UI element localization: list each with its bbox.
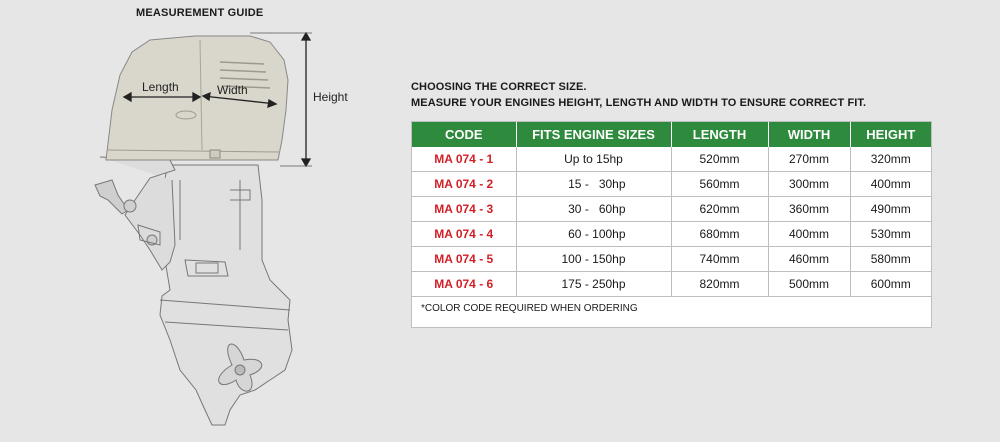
- size-table: [411, 121, 932, 328]
- cell-width: 500mm: [768, 272, 850, 297]
- header-height: HEIGHT: [850, 122, 931, 147]
- header-width: WIDTH: [768, 122, 850, 147]
- cell-width: 460mm: [768, 247, 850, 272]
- cell-code: MA 074 - 6: [412, 272, 516, 297]
- width-label: Width: [217, 83, 248, 97]
- cell-fits: 30 - 60hp: [516, 197, 671, 222]
- length-label: Length: [142, 80, 179, 94]
- table-row: [412, 222, 931, 247]
- cell-length: 620mm: [671, 197, 768, 222]
- color-code-note: *COLOR CODE REQUIRED WHEN ORDERING: [421, 303, 638, 314]
- cell-width: 270mm: [768, 147, 850, 172]
- cell-length: 680mm: [671, 222, 768, 247]
- cell-width: 400mm: [768, 222, 850, 247]
- cell-fits: 175 - 250hp: [516, 272, 671, 297]
- cell-height: 530mm: [850, 222, 931, 247]
- height-label: Height: [313, 90, 348, 104]
- cell-height: 320mm: [850, 147, 931, 172]
- table-row: [412, 247, 931, 272]
- measurement-guide-title: MEASUREMENT GUIDE: [136, 7, 264, 19]
- cell-length: 820mm: [671, 272, 768, 297]
- cell-length: 740mm: [671, 247, 768, 272]
- cell-height: 600mm: [850, 272, 931, 297]
- cell-fits: 60 - 100hp: [516, 222, 671, 247]
- table-row: [412, 147, 931, 172]
- cell-length: 560mm: [671, 172, 768, 197]
- table-row: [412, 172, 931, 197]
- heading-line-2: MEASURE YOUR ENGINES HEIGHT, LENGTH AND WIDTH TO ENSURE CORRECT FIT.: [411, 97, 867, 109]
- size-heading: [411, 79, 866, 111]
- heading-line-1: CHOOSING THE CORRECT SIZE.: [411, 81, 587, 93]
- header-code: CODE: [412, 122, 516, 147]
- cell-width: 300mm: [768, 172, 850, 197]
- cell-code: MA 074 - 2: [412, 172, 516, 197]
- cell-width: 360mm: [768, 197, 850, 222]
- cell-code: MA 074 - 4: [412, 222, 516, 247]
- header-fits: FITS ENGINE SIZES: [516, 122, 671, 147]
- cell-height: 490mm: [850, 197, 931, 222]
- cell-code: MA 074 - 5: [412, 247, 516, 272]
- cell-length: 520mm: [671, 147, 768, 172]
- table-row: [412, 272, 931, 297]
- header-length: LENGTH: [671, 122, 768, 147]
- cell-height: 580mm: [850, 247, 931, 272]
- cell-code: MA 074 - 1: [412, 147, 516, 172]
- cell-fits: Up to 15hp: [516, 147, 671, 172]
- table-header-row: [412, 122, 931, 147]
- cell-fits: 100 - 150hp: [516, 247, 671, 272]
- cell-height: 400mm: [850, 172, 931, 197]
- table-row: [412, 197, 931, 222]
- cell-fits: 15 - 30hp: [516, 172, 671, 197]
- outboard-engine-illustration: [0, 0, 400, 442]
- cell-code: MA 074 - 3: [412, 197, 516, 222]
